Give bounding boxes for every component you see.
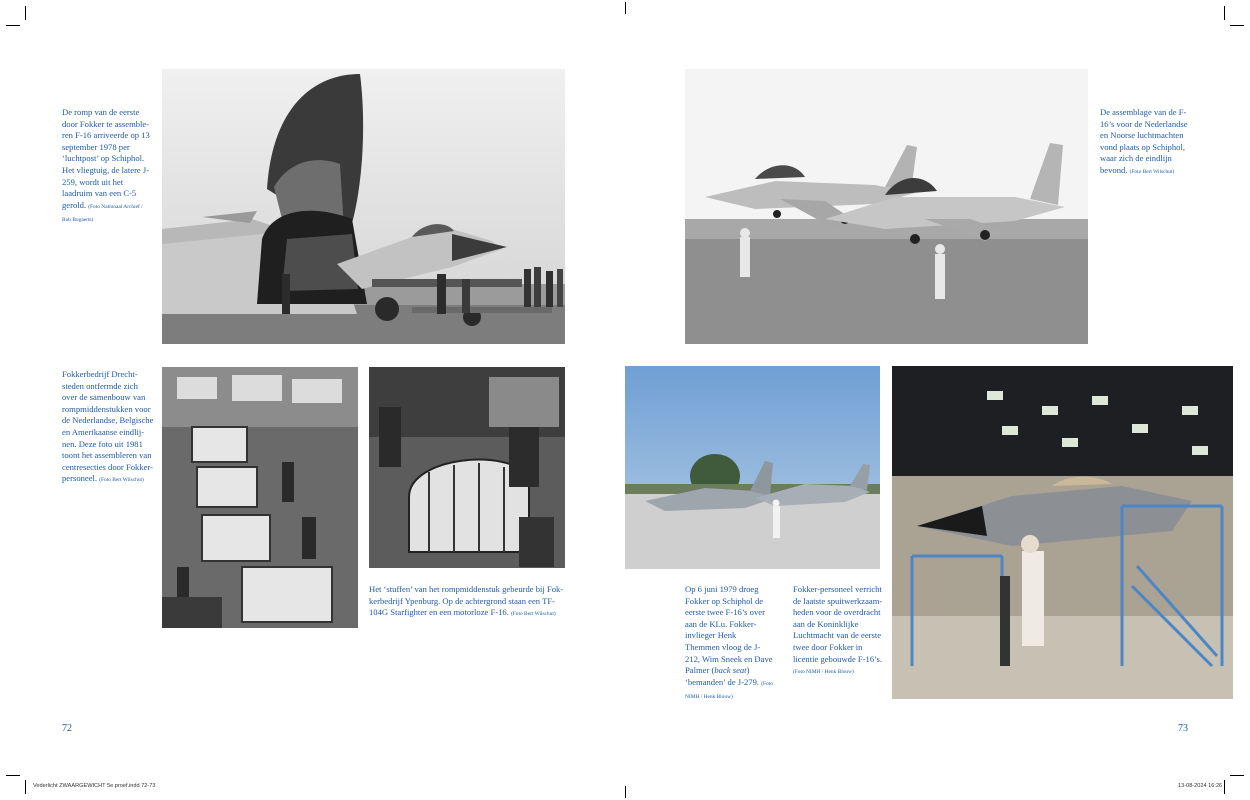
page-number-right: 73 [1178,723,1188,734]
crop-mark [625,2,626,14]
photo-credit: (Foto Bert Wilschut) [99,477,144,484]
caption-text: Het ‘stuffen’ van het rompmiddenstuk gebeurde bij Fokkerbedrijf Ypenburg. Op de achtergrond staan een TF-104G Starfighter en een motorloze F-16. [369,584,564,618]
caption-text: De romp van de eerste door Fokker te assembleren F-16 arriveerde op 13 september 1978 per ‘luchtpost’ op Schiphol. Het vliegtuig, de latere J-259, wordt uit het laadruim van een C-5 gerold. [62,107,150,210]
caption-italic: back seat [714,665,747,676]
photo-credit: (Foto NIMH / Henk Blouw) [793,669,854,676]
photo-credit: (Foto NIMH / Henk Blouw) [685,680,773,701]
photo-credit: (Foto Nationaal Archief / Rob Bogaerts) [62,203,143,224]
photo-factory-floor [162,367,358,628]
caption-stuffing-ypenburg [369,584,568,621]
photo-two-f16-apron [685,69,1088,344]
caption-handover-1979 [685,584,773,704]
caption-text-b: ) ‘bemanden’ de J-279. [685,665,760,687]
caption-text: De assemblage van de F-16’s voor de Nederlandse en Noorse luchtmachten vond plaats op Schiphol, waar zich de eindlijn bevond. [1100,107,1188,175]
caption-text: Fokker-personeel verricht de laatste spuitwerkzaamheden voor de overdracht aan de Koninklijke Luchtmacht van de eerste twee door Fokker in licentie gebouwde F-16’s. [793,584,883,664]
slug-file-name: Vederlicht ZWAARGEWICHT 5e proef.indd 72-73 [33,783,156,789]
crop-mark [1224,780,1225,794]
photo-stuffing-centre-section [369,367,565,568]
crop-mark [1230,25,1244,26]
slug-date: 13-08-2024 16:26 [1178,783,1223,789]
crop-mark [25,780,26,794]
photo-c5-unloading [162,69,565,344]
caption-fuselage-arrival [62,107,152,227]
crop-mark [25,6,26,20]
crop-mark [1224,6,1225,20]
crop-mark [6,25,20,26]
caption-drechtsteden [62,369,154,487]
caption-text: Fokkerbedrijf Drechtsteden ontfermde zich over de samenbouw van rompmiddenstukken voor de Nederlandse, Belgische en Amerikaanse eindlijnen. Deze foto uit 1981 toont het assembleren van centresecties door Fokker-personeel. [62,369,154,484]
photo-credit: (Foto Bert Wilschut) [511,611,556,618]
crop-mark [1230,775,1244,776]
crop-mark [625,786,626,798]
caption-final-painting [793,584,883,679]
page-number-left: 72 [62,723,72,734]
photo-paint-hangar [892,366,1233,699]
crop-mark [6,775,20,776]
photo-credit: (Foto Bert Wilschut) [1129,168,1175,175]
photo-color-handover [625,366,880,569]
caption-text-a: Op 6 juni 1979 droeg Fokker op Schiphol de eerste twee F-16’s over aan de KLu. Fokker-invlieger Henk Themmen vloog de J-212, Wim Sneek en Dave Palmer ( [685,584,773,676]
caption-assembly-schiphol [1100,107,1192,179]
